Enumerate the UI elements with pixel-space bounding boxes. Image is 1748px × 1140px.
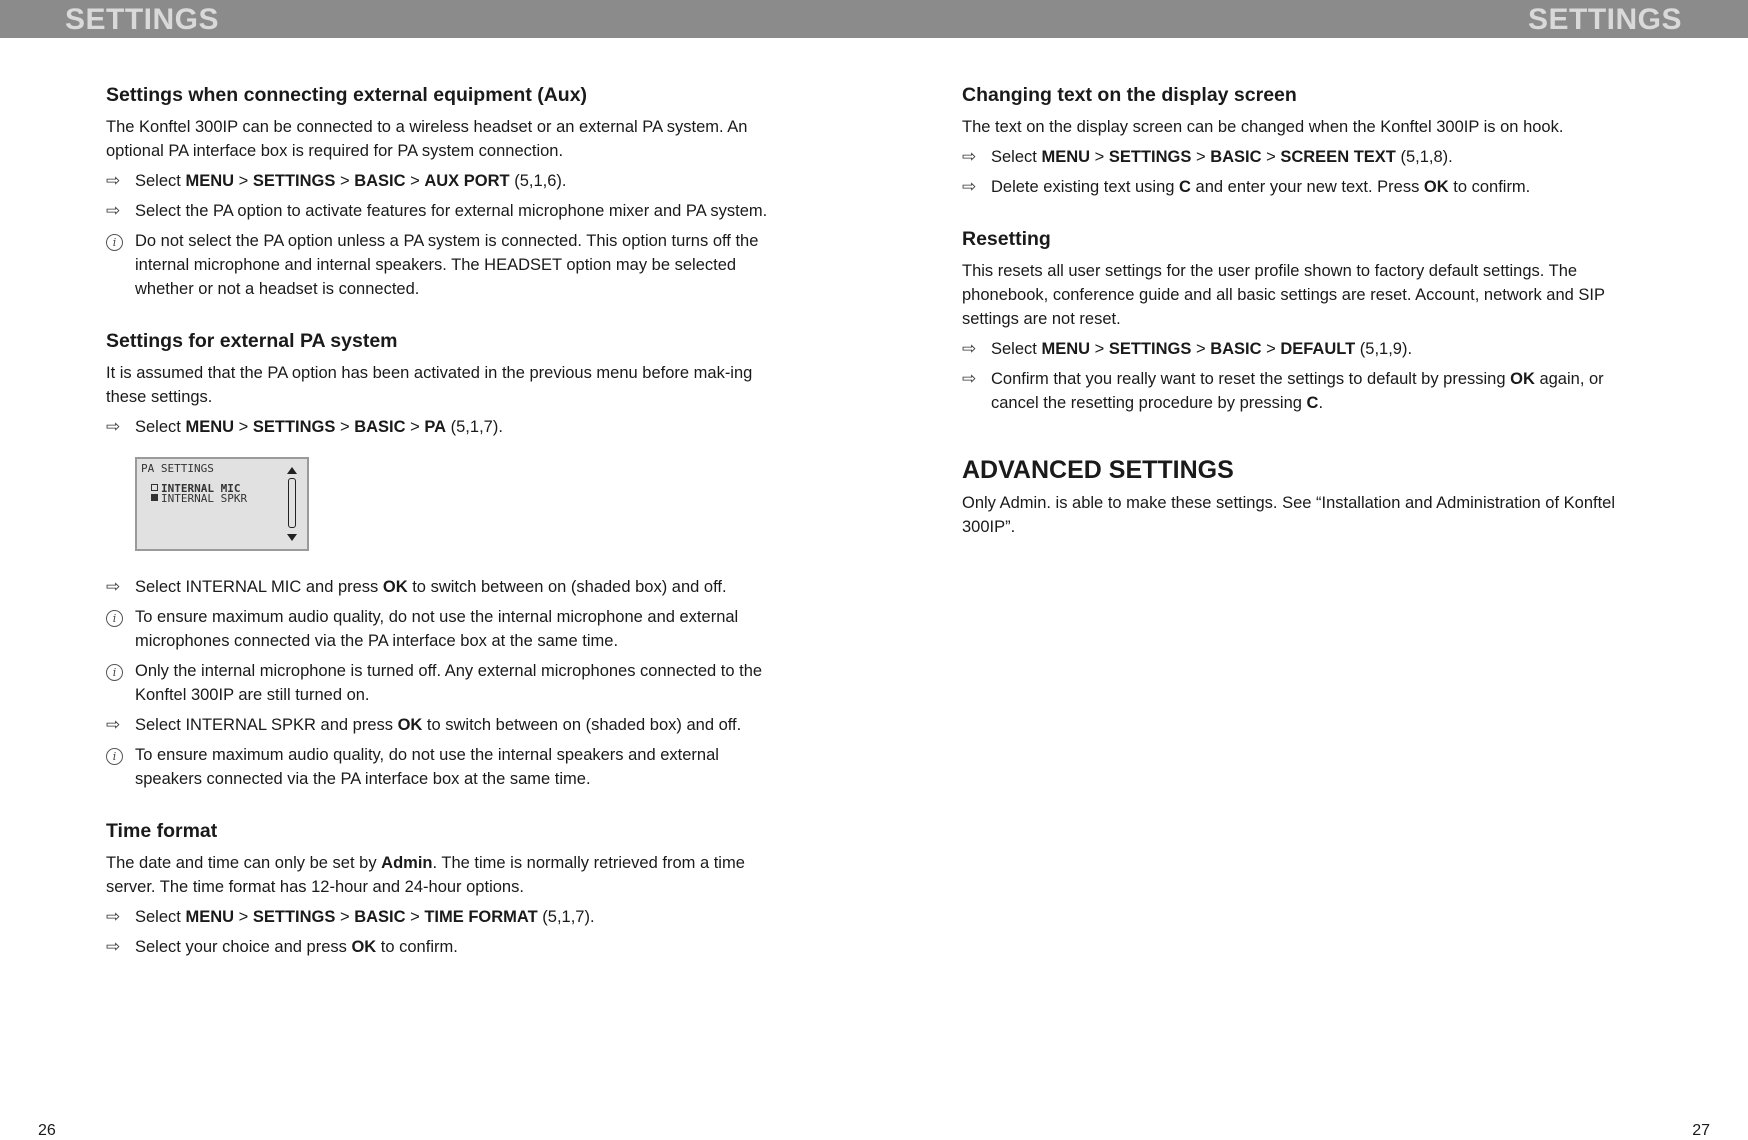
- pa-step-3: ⇨ Select INTERNAL SPKR and press OK to switch between on (shaded box) and off.: [106, 713, 786, 737]
- time-step-1: ⇨ Select MENU > SETTINGS > BASIC > TIME FORMAT (5,1,7).: [106, 905, 786, 929]
- time-paragraph: The date and time can only be set by Admin. The time is normally retrieved from a time server. The time format has 12-hour and 24-hour options.: [106, 854, 745, 896]
- arrow-right-icon: ⇨: [106, 907, 121, 926]
- aux-note-1: i Do not select the PA option unless a PA system is connected. This option turns off the internal microphone and internal speakers. The HEADSET option may be selected whether or not a headset is connected.: [106, 229, 786, 301]
- arrow-right-icon: ⇨: [962, 147, 977, 166]
- right-column: [962, 82, 1652, 539]
- left-header-title: SETTINGS: [65, 3, 220, 36]
- arrow-right-icon: ⇨: [106, 417, 121, 436]
- screen-text-paragraph: The text on the display screen can be changed when the Konftel 300IP is on hook.: [962, 118, 1564, 136]
- pa-heading: Settings for external PA system: [106, 330, 398, 352]
- header-bar: [0, 0, 1748, 38]
- pa-note-2: i Only the internal microphone is turned off. Any external microphones connected to the Konftel 300IP are still turned on.: [106, 659, 786, 707]
- info-circle-icon: i: [106, 234, 123, 251]
- aux-step-1: ⇨ Select MENU > SETTINGS > BASIC > AUX PORT (5,1,6).: [106, 169, 786, 193]
- scroll-down-icon: [287, 534, 297, 541]
- right-header-title: SETTINGS: [1527, 3, 1682, 36]
- lcd-option-internal-spkr: INTERNAL SPKR: [151, 492, 247, 505]
- checkbox-empty-icon: [151, 484, 158, 491]
- screen-step-1: ⇨ Select MENU > SETTINGS > BASIC > SCREEN TEXT (5,1,8).: [962, 145, 1652, 169]
- arrow-right-icon: ⇨: [106, 715, 121, 734]
- pa-paragraph: It is assumed that the PA option has been activated in the previous menu before mak-ing these settings.: [106, 364, 753, 406]
- pa-note-3: i To ensure maximum audio quality, do not use the internal speakers and external speakers connected via the PA interface box at the same time.: [106, 743, 786, 791]
- resetting-heading: Resetting: [962, 228, 1051, 250]
- info-circle-icon: i: [106, 610, 123, 627]
- reset-step-1: ⇨ Select MENU > SETTINGS > BASIC > DEFAULT (5,1,9).: [962, 337, 1652, 361]
- scroll-up-icon: [287, 467, 297, 474]
- arrow-right-icon: ⇨: [106, 577, 121, 596]
- info-circle-icon: i: [106, 664, 123, 681]
- arrow-right-icon: ⇨: [106, 937, 121, 956]
- info-circle-icon: i: [106, 748, 123, 765]
- lcd-scrollbar-icon: [287, 467, 297, 541]
- arrow-right-icon: ⇨: [962, 339, 977, 358]
- aux-step-2: ⇨ Select the PA option to activate features for external microphone mixer and PA system.: [106, 199, 786, 223]
- time-heading: Time format: [106, 820, 218, 842]
- pa-step-2: ⇨ Select INTERNAL MIC and press OK to switch between on (shaded box) and off.: [106, 575, 786, 599]
- reset-step-2: ⇨ Confirm that you really want to reset the settings to default by pressing OK again, or cancel the resetting procedure by pressing C.: [962, 369, 1604, 412]
- arrow-right-icon: ⇨: [106, 201, 121, 220]
- advanced-settings-heading: ADVANCED SETTINGS: [962, 456, 1234, 484]
- arrow-right-icon: ⇨: [962, 177, 977, 196]
- left-page-number: 26: [38, 1122, 56, 1139]
- left-column: [106, 82, 786, 959]
- screen-step-2: ⇨ Delete existing text using C and enter your new text. Press OK to confirm.: [962, 175, 1652, 199]
- arrow-right-icon: ⇨: [962, 369, 977, 388]
- time-step-2: ⇨ Select your choice and press OK to confirm.: [106, 935, 786, 959]
- pa-step-1: ⇨ Select MENU > SETTINGS > BASIC > PA (5,1,7).: [106, 415, 786, 439]
- advanced-settings-paragraph: Only Admin. is able to make these settings. See “Installation and Administration of Konftel 300IP”.: [962, 494, 1616, 536]
- lcd-title: PA SETTINGS: [141, 462, 214, 475]
- aux-heading: Settings when connecting external equipment (Aux): [106, 84, 588, 106]
- pa-note-1: i To ensure maximum audio quality, do not use the internal microphone and external microphones connected via the PA interface box at the same time.: [106, 605, 786, 653]
- screen-text-heading: Changing text on the display screen: [962, 84, 1297, 106]
- pa-settings-display-image: [135, 457, 309, 551]
- lcd-option-internal-mic: INTERNAL MIC: [151, 482, 240, 495]
- resetting-paragraph: This resets all user settings for the user profile shown to factory default settings. The phonebook, conference guide and all basic settings are reset. Account, network and SIP settings are not reset.: [962, 262, 1605, 328]
- aux-paragraph: The Konftel 300IP can be connected to a wireless headset or an external PA system. An optional PA interface box is required for PA system connection.: [106, 118, 748, 160]
- right-page-number: 27: [1692, 1122, 1710, 1139]
- checkbox-filled-icon: [151, 494, 158, 501]
- arrow-right-icon: ⇨: [106, 171, 121, 190]
- scroll-thumb-icon: [288, 478, 296, 528]
